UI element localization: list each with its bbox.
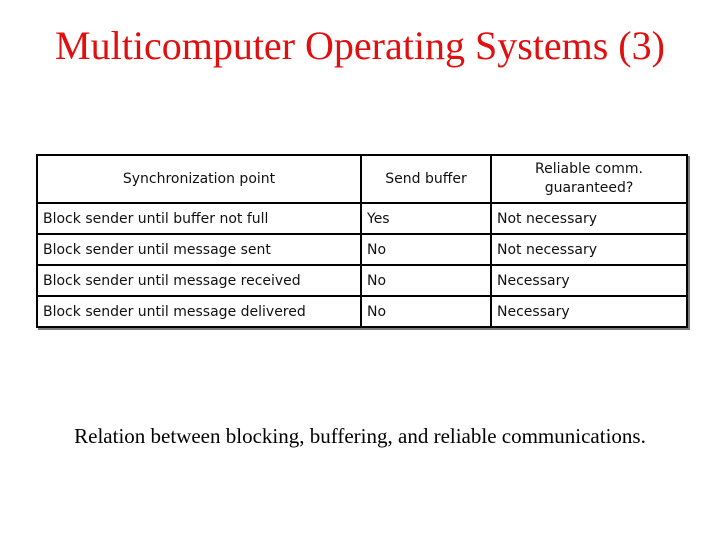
header-reliable-line2: guaranteed? xyxy=(544,180,634,196)
cell-send-buffer: No xyxy=(361,265,491,296)
figure-caption: Relation between blocking, buffering, and reliable communications. xyxy=(74,424,646,448)
cell-send-buffer: Yes xyxy=(361,203,491,234)
cell-reliable: Necessary xyxy=(491,265,687,296)
header-reliable-line1: Reliable comm. xyxy=(535,161,643,177)
cell-reliable: Not necessary xyxy=(491,203,687,234)
cell-sync-point: Block sender until buffer not full xyxy=(37,203,361,234)
cell-reliable: Necessary xyxy=(491,296,687,327)
table-row xyxy=(37,234,687,265)
cell-send-buffer: No xyxy=(361,234,491,265)
table-row xyxy=(37,203,687,234)
header-synchronization-point: Synchronization point xyxy=(37,155,361,203)
table-header-row xyxy=(37,155,687,203)
cell-sync-point: Block sender until message received xyxy=(37,265,361,296)
cell-send-buffer: No xyxy=(361,296,491,327)
header-reliable-comm xyxy=(491,155,687,203)
cell-sync-point: Block sender until message sent xyxy=(37,234,361,265)
header-send-buffer: Send buffer xyxy=(361,155,491,203)
table-row xyxy=(37,296,687,327)
communication-table xyxy=(36,154,688,328)
table-row xyxy=(37,265,687,296)
cell-sync-point: Block sender until message delivered xyxy=(37,296,361,327)
slide-title: Multicomputer Operating Systems (3) xyxy=(55,23,665,68)
cell-reliable: Not necessary xyxy=(491,234,687,265)
